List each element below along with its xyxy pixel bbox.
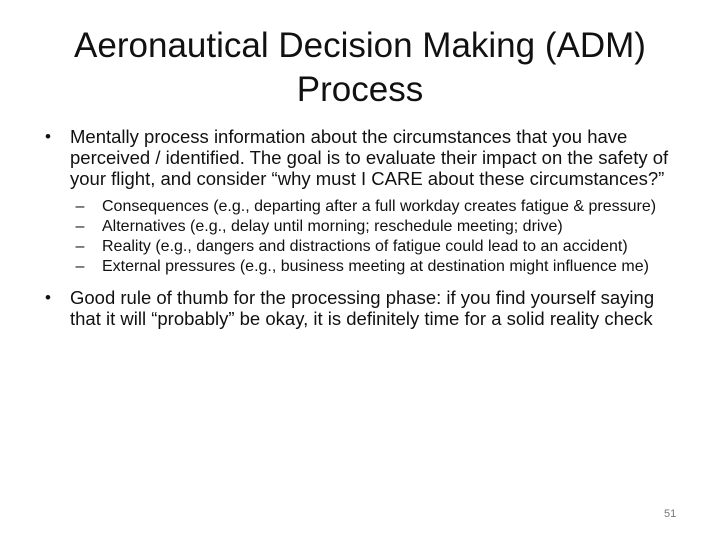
bullet-marker: •: [45, 127, 51, 146]
subbullet-external-pressures: [70, 258, 678, 276]
bullet-text: Mentally process information about the circumstances that you have perceived / identified. The goal is to evaluate their impact on the safety of your flight, and consider “why must I CARE about these circumstances?”: [70, 126, 669, 189]
subbullet-alternatives: [70, 218, 678, 236]
slide-title: [40, 24, 680, 112]
subbullet-reality: [70, 238, 678, 256]
bullet-marker: •: [45, 288, 51, 307]
subbullet-list: [70, 198, 678, 276]
subbullet-text: Reality (e.g., dangers and distractions of fatigue could lead to an accident): [102, 238, 628, 255]
subbullet-text: Alternatives (e.g., delay until morning; reschedule meeting; drive): [102, 218, 563, 235]
subbullet-text: External pressures (e.g., business meeting at destination might influence me): [102, 258, 649, 275]
bullet-text: Good rule of thumb for the processing phase: if you find yourself saying that it will “probably” be okay, it is definitely time for a solid reality check: [70, 287, 655, 329]
slide-content: [38, 126, 678, 338]
subbullet-marker: –: [75, 258, 85, 275]
subbullet-marker: –: [75, 218, 85, 235]
page-number: 51: [664, 508, 677, 520]
bullet-item-rule-of-thumb: [38, 287, 678, 329]
title-line-2: Process: [296, 70, 424, 109]
title-line-1: Aeronautical Decision Making (ADM): [74, 26, 646, 65]
subbullet-marker: –: [75, 238, 85, 255]
subbullet-marker: –: [75, 198, 85, 215]
subbullet-consequences: [70, 198, 678, 216]
subbullet-text: Consequences (e.g., departing after a full workday creates fatigue & pressure): [102, 198, 657, 215]
bullet-item-processing: [38, 126, 678, 189]
